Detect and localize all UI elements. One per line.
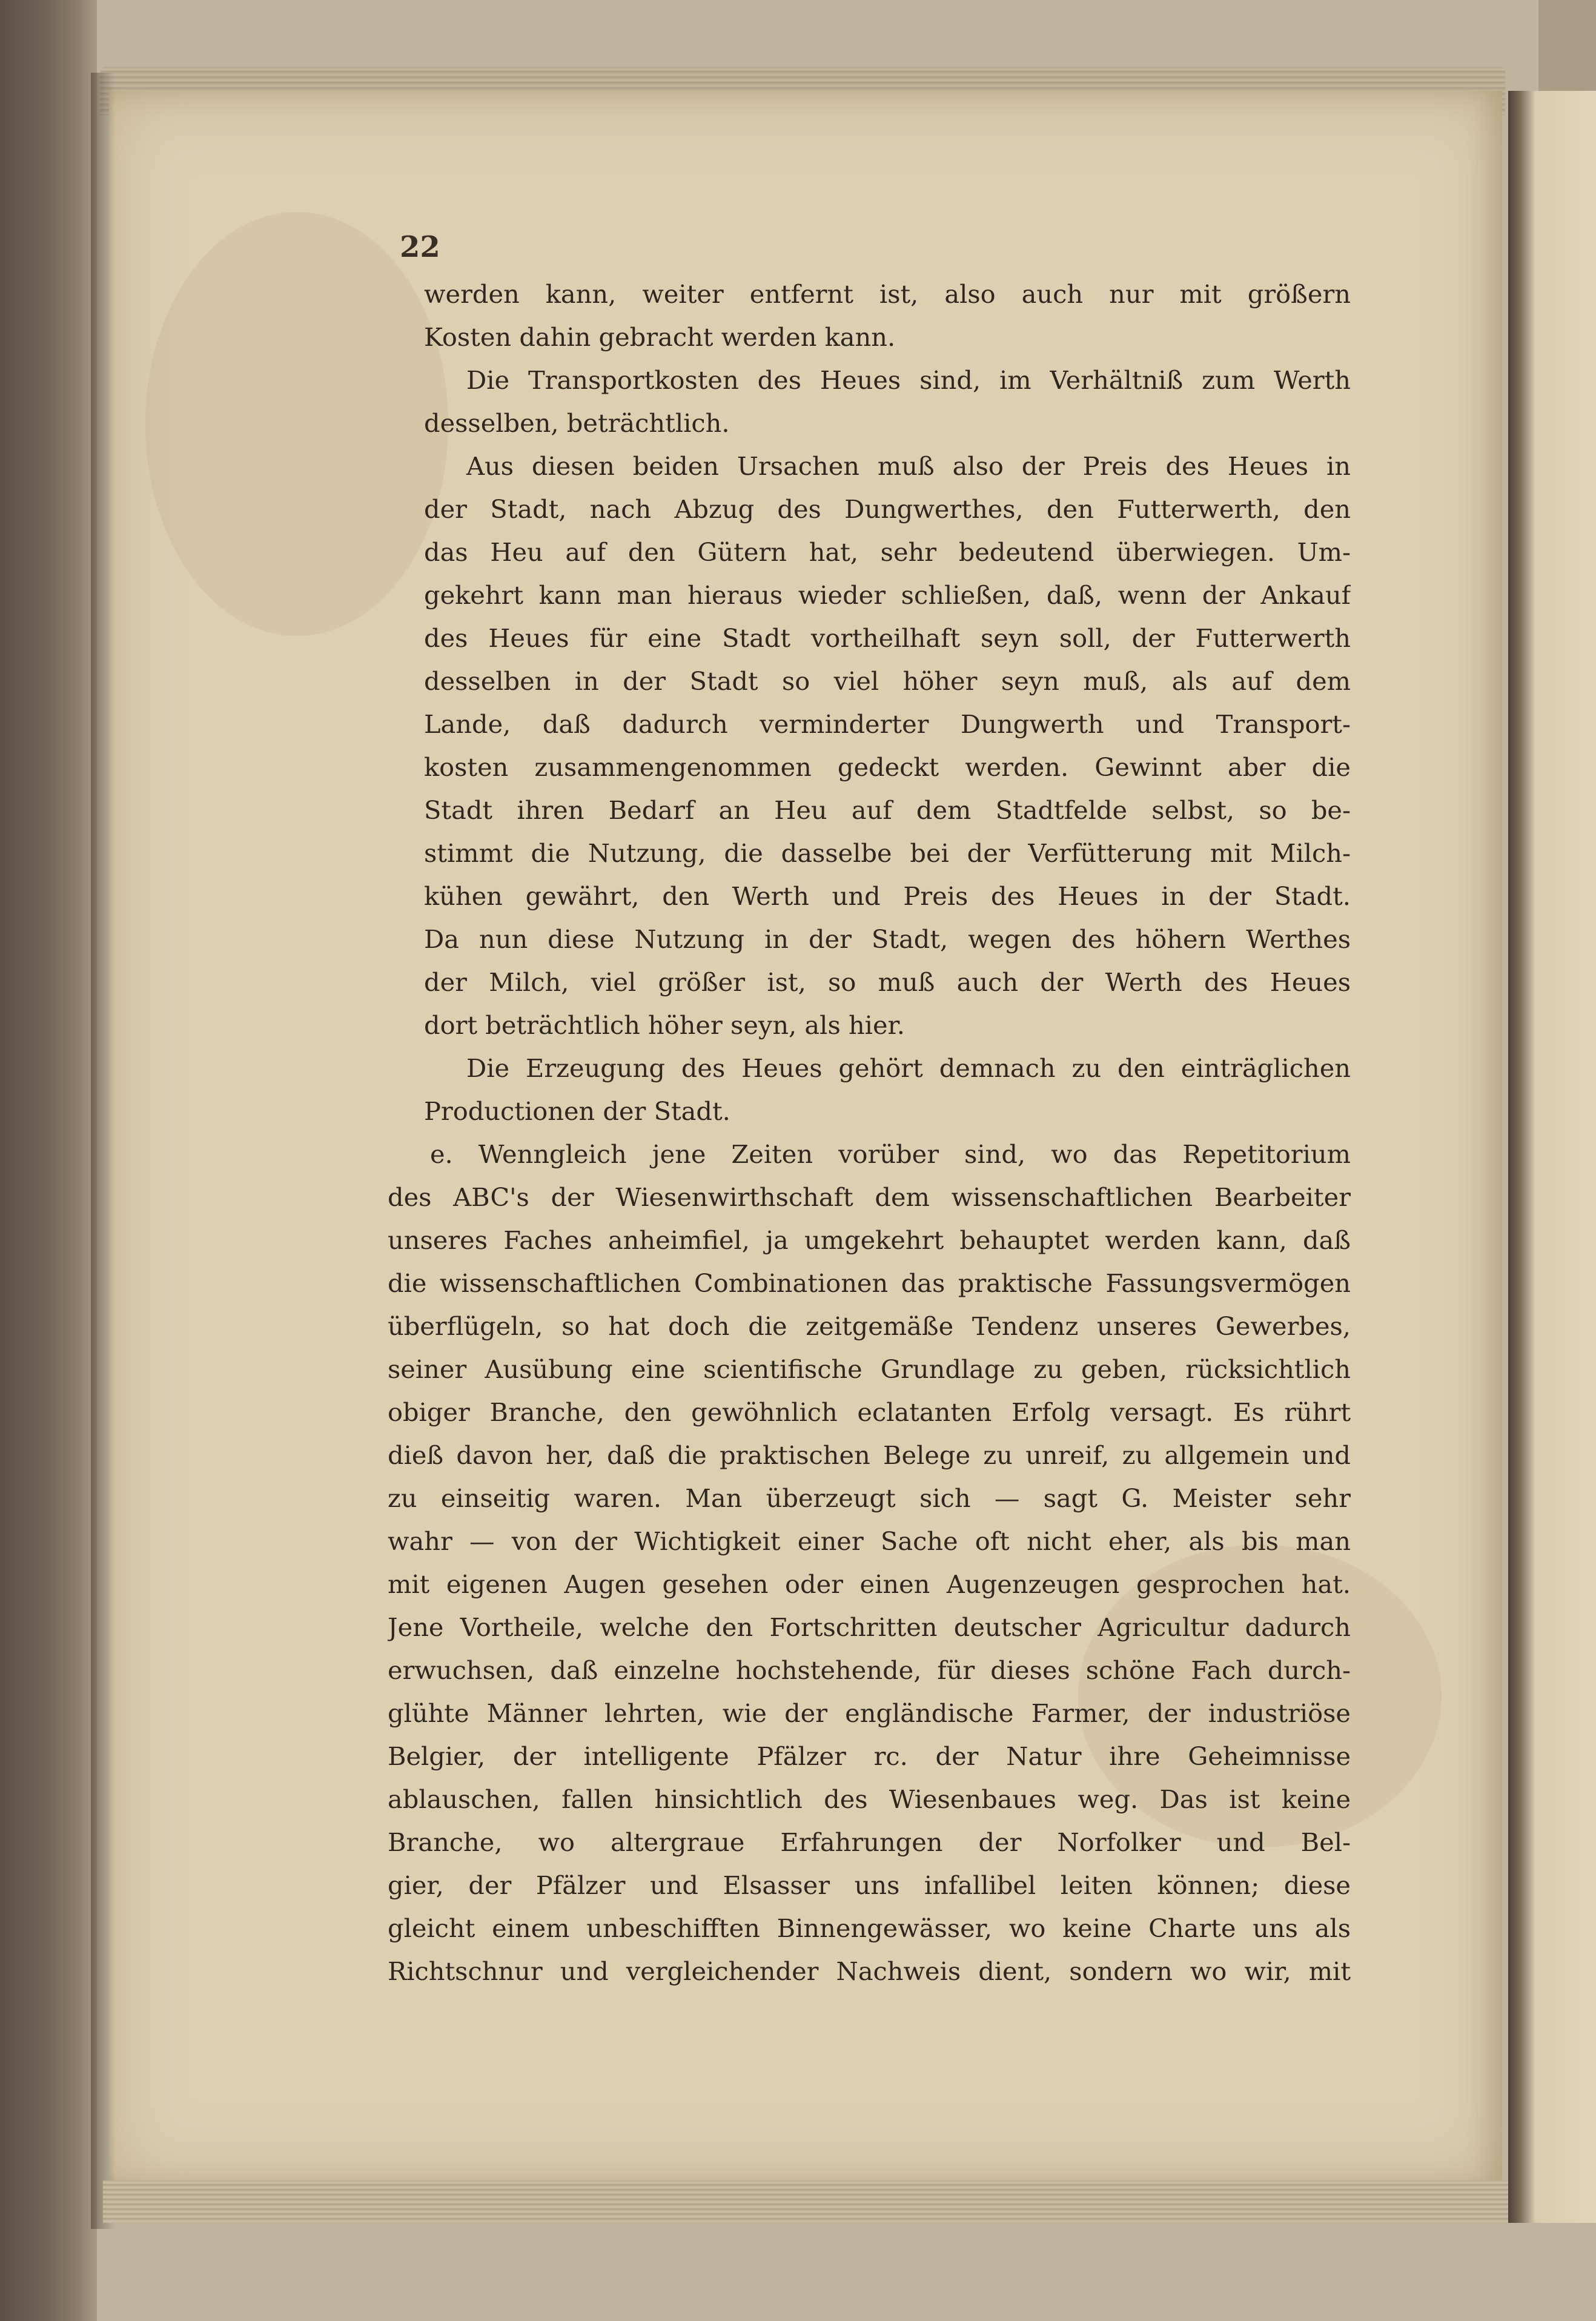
text-line: Aus diesen beiden Ursachen muß also der Preis des Heues in bbox=[466, 451, 1351, 481]
text-line: Die Transportkosten des Heues sind, im Verhältniß zum Werth bbox=[466, 365, 1351, 395]
text-line: gier, der Pfälzer und Elsasser uns infallibel leiten können; diese bbox=[388, 1870, 1351, 1900]
text-line: Die Erzeugung des Heues gehört demnach zu den einträglichen bbox=[466, 1053, 1351, 1083]
paper-stain bbox=[145, 212, 448, 636]
text-line: kosten zusammengenommen gedeckt werden. Gewinnt aber die bbox=[424, 752, 1351, 782]
text-line: zu einseitig waren. Man überzeugt sich — sagt G. Meister sehr bbox=[388, 1483, 1351, 1513]
text-line: wahr — von der Wichtigkeit einer Sache oft nicht eher, als bis man bbox=[388, 1526, 1351, 1556]
text-line: werden kann, weiter entfernt ist, also auch nur mit größern bbox=[424, 279, 1351, 309]
text-line: gekehrt kann man hieraus wieder schließen, daß, wenn der Ankauf bbox=[424, 580, 1351, 610]
facing-page-edge bbox=[1508, 91, 1596, 2223]
text-line: Stadt ihren Bedarf an Heu auf dem Stadtfelde selbst, so be- bbox=[424, 795, 1351, 825]
text-line: glühte Männer lehrten, wie der engländische Farmer, der industriöse bbox=[388, 1698, 1351, 1728]
text-line: dort beträchtlich höher seyn, als hier. bbox=[424, 1010, 905, 1040]
text-line: des ABC's der Wiesenwirthschaft dem wissenschaftlichen Bearbeiter bbox=[388, 1182, 1351, 1212]
right-margin-background bbox=[1538, 0, 1596, 91]
text-line: des Heues für eine Stadt vortheilhaft seyn soll, der Futterwerth bbox=[424, 623, 1351, 653]
text-line: das Heu auf den Gütern hat, sehr bedeutend überwiegen. Um- bbox=[424, 537, 1351, 567]
text-line: überflügeln, so hat doch die zeitgemäße Tendenz unseres Gewerbes, bbox=[388, 1311, 1351, 1341]
text-line: Branche, wo altergraue Erfahrungen der Norfolker und Bel- bbox=[388, 1827, 1351, 1857]
text-line: Kosten dahin gebracht werden kann. bbox=[424, 322, 896, 352]
text-line: die wissenschaftlichen Combinationen das praktische Fassungsvermögen bbox=[388, 1268, 1351, 1298]
text-line: gleicht einem unbeschifften Binnengewässer, wo keine Charte uns als bbox=[388, 1913, 1351, 1943]
page-stack-bottom bbox=[103, 2180, 1514, 2223]
text-line: desselben in der Stadt so viel höher seyn muß, als auf dem bbox=[424, 666, 1351, 696]
spine-shadow bbox=[91, 73, 115, 2229]
body-text bbox=[388, 273, 1351, 1993]
text-line: dieß davon her, daß die praktischen Belege zu unreif, zu allgemein und bbox=[388, 1440, 1351, 1470]
text-line: stimmt die Nutzung, die dasselbe bei der Verfütterung mit Milch- bbox=[424, 838, 1351, 868]
text-line: mit eigenen Augen gesehen oder einen Augenzeugen gesprochen hat. bbox=[388, 1569, 1351, 1599]
text-line: Lande, daß dadurch verminderter Dungwerth und Transport- bbox=[424, 709, 1351, 739]
text-line: kühen gewährt, den Werth und Preis des Heues in der Stadt. bbox=[424, 881, 1351, 911]
text-line: ablauschen, fallen hinsichtlich des Wiesenbaues weg. Das ist keine bbox=[388, 1784, 1351, 1814]
text-line: Da nun diese Nutzung in der Stadt, wegen des höhern Werthes bbox=[424, 924, 1351, 954]
text-line: Productionen der Stadt. bbox=[424, 1096, 730, 1126]
text-line: Jene Vortheile, welche den Fortschritten deutscher Agricultur dadurch bbox=[388, 1612, 1351, 1642]
text-line: seiner Ausübung eine scientifische Grundlage zu geben, rücksichtlich bbox=[388, 1354, 1351, 1384]
text-line: obiger Branche, den gewöhnlich eclatanten Erfolg versagt. Es rührt bbox=[388, 1397, 1351, 1427]
text-line: unseres Faches anheimfiel, ja umgekehrt behauptet werden kann, daß bbox=[388, 1225, 1351, 1255]
text-line: erwuchsen, daß einzelne hochstehende, für dieses schöne Fach durch- bbox=[388, 1655, 1351, 1685]
text-line: e. Wenngleich jene Zeiten vorüber sind, wo das Repetitorium bbox=[430, 1139, 1351, 1169]
text-line: Belgier, der intelligente Pfälzer rc. der Natur ihre Geheimnisse bbox=[388, 1741, 1351, 1771]
text-line: desselben, beträchtlich. bbox=[424, 408, 730, 438]
book-cover-edge bbox=[0, 0, 97, 2321]
text-line: Richtschnur und vergleichender Nachweis dient, sondern wo wir, mit bbox=[388, 1956, 1351, 1986]
text-line: der Stadt, nach Abzug des Dungwerthes, den Futterwerth, den bbox=[424, 494, 1351, 524]
text-line: der Milch, viel größer ist, so muß auch der Werth des Heues bbox=[424, 967, 1351, 997]
page-number: 22 bbox=[400, 230, 440, 264]
